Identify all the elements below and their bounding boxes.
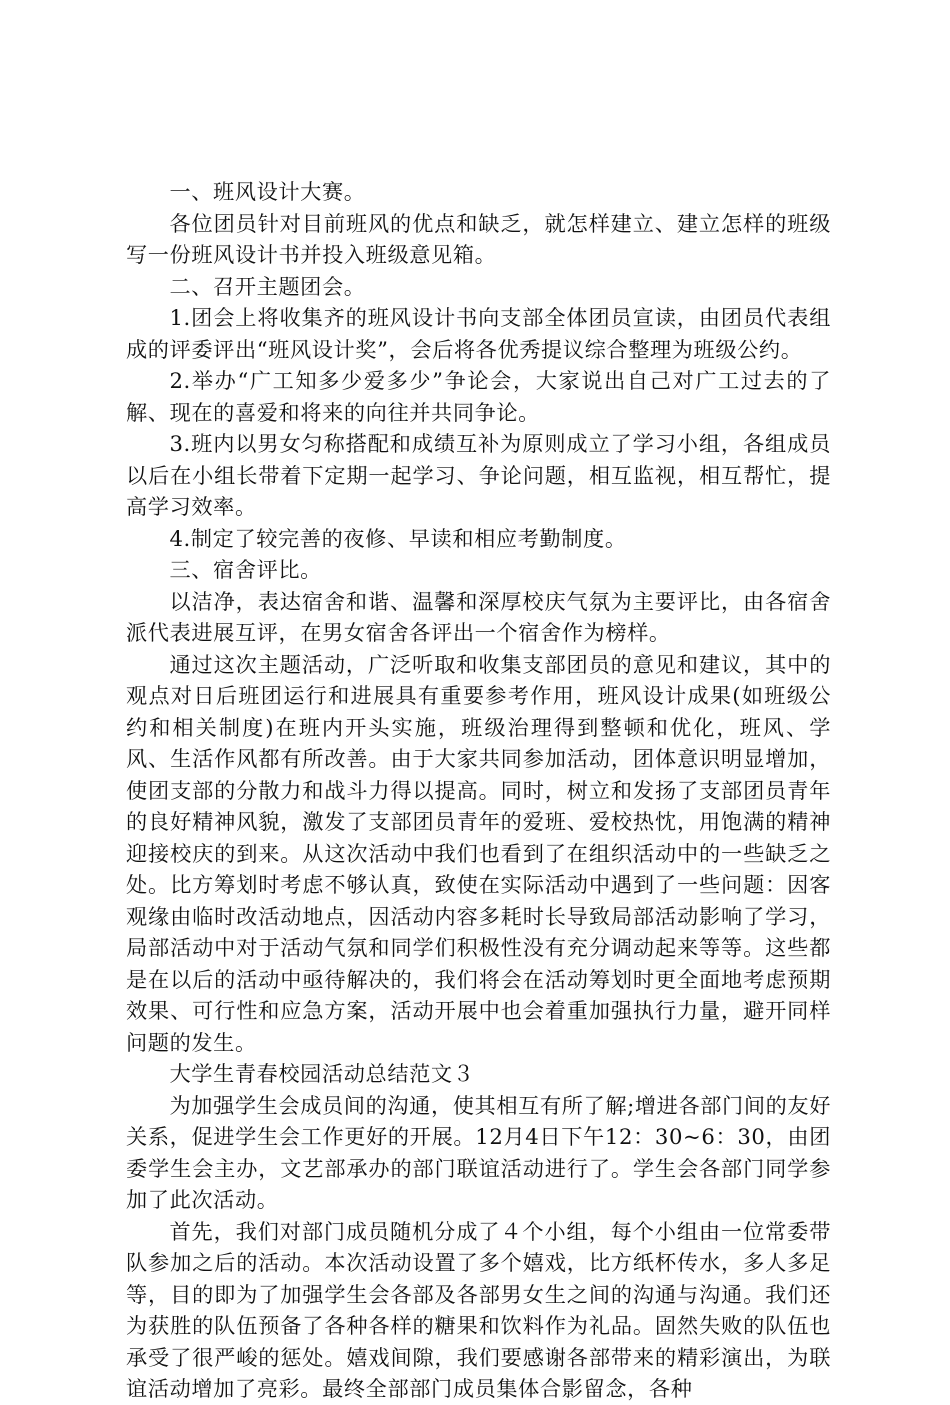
section-heading-3: 三、宿舍评比。 [169,557,322,582]
list-item: 2.举办“广工知多少爱多少”争论会，大家说出自己对广工过去的了解、现在的喜爱和将来的向往并共同争论。 [126,368,831,425]
list-item: 3.班内以男女匀称搭配和成绩互补为原则成立了学习小组，各组成员以后在小组长带着下定期一起学习、争论问题，相互监视，相互帮忙，提高学习效率。 [126,431,831,519]
paragraph: 以洁净，表达宿舍和谐、温馨和深厚校庆气氛为主要评比，由各宿舍派代表进展互评，在男女宿舍各评出一个宿舍作为榜样。 [126,588,831,645]
section-heading-1: 一、班风设计大赛。 [169,179,366,204]
list-item: 4.制定了较完善的夜修、早读和相应考勤制度。 [169,525,627,551]
paragraph: 各位团员针对目前班风的优点和缺乏，就怎样建立、建立怎样的班级写一份班风设计书并投入班级意见箱。 [126,210,831,267]
article-title: 大学生青春校园活动总结范文３ [169,1061,475,1086]
paragraph: 通过这次主题活动，广泛听取和收集支部团员的意见和建议，其中的观点对日后班团运行和进展具有重要参考作用，班风设计成果(如班级公约和相关制度)在班内开头实施，班级治理得到整顿和优化，班风、学风、生活作风都有所改善。由于大家共同参加活动，团体意识明显增加，使团支部的分散力和战斗力得以提高。同时，树立和发扬了支部团员青年的良好精神风貌，激发了支部团员青年的爱班、爱校热忱，用饱满的精神迎接校庆的到来。从这次活动中我们也看到了在组织活动中的一些缺乏之处。比方筹划时考虑不够认真，致使在实际活动中遇到了一些问题：因客观缘由临时改活动地点，因活动内容多耗时长导致局部活动影响了学习，局部活动中对于活动气氛和同学们积极性没有充分调动起来等等。这些都是在以后的活动中亟待解决的，我们将会在活动筹划时更全面地考虑预期效果、可行性和应急方案，活动开展中也会着重加强执行力量，避开同样问题的发生。 [126,651,831,1055]
document-body [126,176,831,1405]
paragraph: 首先，我们对部门成员随机分成了４个小组，每个小组由一位常委带队参加之后的活动。本次活动设置了多个嬉戏，比方纸杯传水，多人多足等，目的即为了加强学生会各部及各部男女生之间的沟通与沟通。我们还为获胜的队伍预备了各种各样的糖果和饮料作为礼品。固然失败的队伍也承受了很严峻的惩处。嬉戏间隙，我们要感谢各部带来的精彩演出，为联谊活动增加了亮彩。最终全部部门成员集体合影留念，各种 [126,1218,831,1401]
section-heading-2: 二、召开主题团会。 [169,273,366,299]
paragraph: 为加强学生会成员间的沟通，使其相互有所了解;增进各部门间的友好关系，促进学生会工作更好的开展。12月4日下午12：30~6：30，由团委学生会主办，文艺部承办的部门联谊活动进行了。学生会各部门同学参加了此次活动。 [126,1092,831,1212]
list-item: 1.团会上将收集齐的班风设计书向支部全体团员宣读，由团员代表组成的评委评出“班风设计奖”，会后将各优秀提议综合整理为班级公约。 [126,305,831,362]
